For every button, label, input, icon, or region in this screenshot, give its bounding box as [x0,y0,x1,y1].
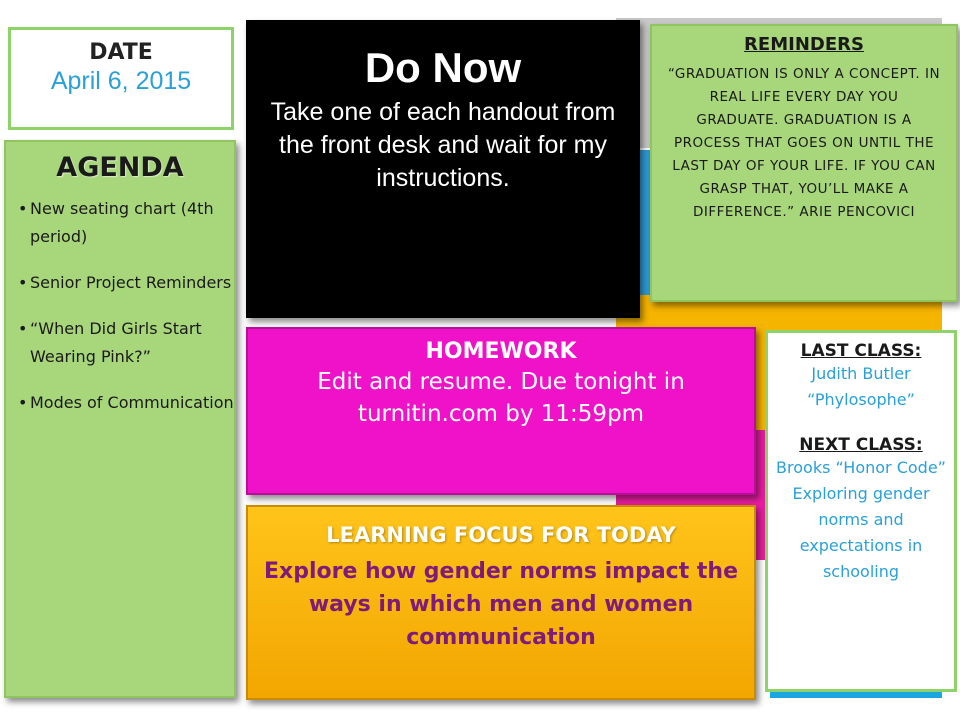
last-class-text: Judith Butler “Phylosophe” [807,364,915,409]
learning-focus-panel [246,505,756,700]
reminders-quote: “GRADUATION IS ONLY A CONCEPT. IN REAL LIFE EVERY DAY YOU GRADUATE. GRADUATION IS A PROCESS THAT GOES ON UNTIL THE LAST DAY OF YOUR LIFE. IF YOU CAN GRASP THAT, YOU’LL MAKE A DIFFERENCE.” ARIE PENCOVICI [667,66,941,220]
agenda-title: AGENDA [56,152,184,183]
bullet-icon: • [18,273,28,292]
homework-title: HOMEWORK [425,339,577,364]
bullet-icon: • [18,319,28,338]
date-label: DATE [89,40,153,65]
agenda-item [18,195,234,251]
reminders-panel [650,24,958,302]
learning-focus-body: Explore how gender norms impact the ways in which men and women communication [264,559,738,650]
agenda-item-text: Modes of Communication [30,393,234,412]
agenda-item [18,315,234,371]
date-panel [8,27,234,130]
agenda-item-text: “When Did Girls Start Wearing Pink?” [30,319,202,366]
bullet-icon: • [18,199,28,218]
last-class-label: LAST CLASS: [800,341,922,361]
homework-panel [246,327,756,495]
agenda-item-text: Senior Project Reminders [30,273,232,292]
next-class-label: NEXT CLASS: [799,435,923,455]
agenda-panel [4,140,236,698]
reminders-title: REMINDERS [744,34,864,55]
agenda-item [18,269,234,297]
do-now-body: Take one of each handout from the front desk and wait for my instructions. [270,98,616,192]
learning-focus-title: LEARNING FOCUS FOR TODAY [326,523,676,547]
do-now-panel [246,20,640,318]
bullet-icon: • [18,393,28,412]
agenda-list [6,195,234,417]
do-now-title: Do Now [364,44,522,91]
next-class-text: Brooks “Honor Code” Exploring gender norms and expectations in schooling [776,458,946,581]
agenda-item [18,389,234,417]
agenda-item-text: New seating chart (4th period) [30,199,214,246]
classes-panel [765,330,957,692]
date-value: April 6, 2015 [50,67,192,95]
homework-body: Edit and resume. Due tonight in turnitin.com by 11:59pm [317,369,685,427]
